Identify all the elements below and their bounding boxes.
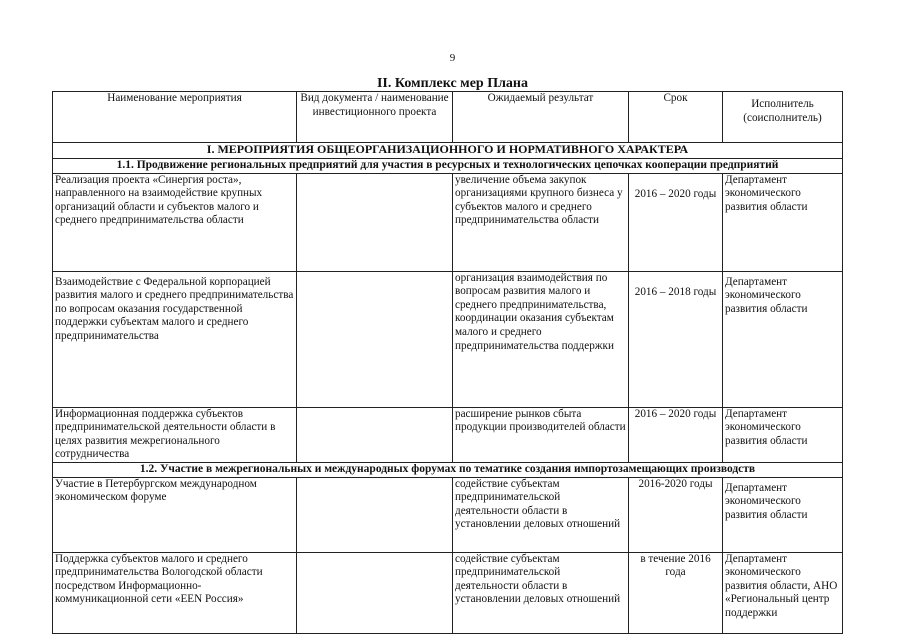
executor-cell: Департамент экономического развития области [723,407,843,462]
subsection-row [53,159,843,174]
expected-result: организация взаимодействия по вопросам развития малого и среднего предпринимательства, координации оказания субъектам малого и среднего предпринимательства поддержки [453,271,629,407]
measure-name: Участие в Петербургском международном экономическом форуме [53,477,297,552]
document-title: II. Комплекс мер Плана [376,76,529,91]
doc-type-cell [297,173,453,271]
subsection-title: 1.1. Продвижение региональных предприятий для участия в ресурсных и технологических цепочках кооперации предприятий [53,159,843,174]
plan-measures-table [52,91,843,634]
executor-cell: Департамент экономического развития области [723,173,843,271]
table-row [53,271,843,407]
doc-type-cell [297,477,453,552]
section-title: I. МЕРОПРИЯТИЯ ОБЩЕОРГАНИЗАЦИОННОГО И НОРМАТИВНОГО ХАРАКТЕРА [53,143,843,159]
header-name: Наименование мероприятия [53,92,297,143]
measure-name: Реализация проекта «Синергия роста», направленного на взаимодействие крупных организаций области и субъектов малого и среднего предпринимательства области [53,173,297,271]
term-cell: в течение 2016 года [629,552,723,633]
doc-type-cell [297,271,453,407]
measure-name: Информационная поддержка субъектов предпринимательской деятельности области в целях развития межрегионального сотрудничества [53,407,297,462]
executor-cell: Департамент экономического развития области, АНО «Региональный центр поддержки [723,552,843,633]
page-number: 9 [449,52,456,64]
table-row [53,173,843,271]
term-cell: 2016 – 2020 годы [629,407,723,462]
measure-name: Поддержка субъектов малого и среднего предпринимательства Вологодской области посредством Информационно-коммуникационной сети «EEN Россия» [53,552,297,633]
subsection-title: 1.2. Участие в межрегиональных и международных форумах по тематике создания импортозамещающих производств [53,462,843,477]
expected-result: содействие субъектам предпринимательской деятельности области в установлении деловых отношений [453,552,629,633]
expected-result: увеличение объема закупок организациями крупного бизнеса у субъектов малого и среднего предпринимательства области [453,173,629,271]
term-cell: 2016 – 2018 годы [629,271,723,407]
header-result: Ожидаемый результат [453,92,629,143]
doc-type-cell [297,552,453,633]
term-cell: 2016-2020 годы [629,477,723,552]
table-row [53,552,843,633]
measure-name: Взаимодействие с Федеральной корпорацией развития малого и среднего предпринимательства по вопросам оказания государственной поддержки субъектам малого и среднего предпринимательства [53,271,297,407]
term-cell: 2016 – 2020 годы [629,173,723,271]
header-executor: Исполнитель (соисполнитель) [723,92,843,143]
executor-cell: Департамент экономического развития области [723,477,843,552]
subsection-row [53,462,843,477]
doc-type-cell [297,407,453,462]
executor-cell: Департамент экономического развития области [723,271,843,407]
header-term: Срок [629,92,723,143]
table-header-row [53,92,843,143]
section-row [53,143,843,159]
header-doc-type: Вид документа / наименование инвестиционного проекта [297,92,453,143]
table-row [53,477,843,552]
table-row [53,407,843,462]
expected-result: содействие субъектам предпринимательской деятельности области в установлении деловых отношений [453,477,629,552]
expected-result: расширение рынков сбыта продукции производителей области [453,407,629,462]
